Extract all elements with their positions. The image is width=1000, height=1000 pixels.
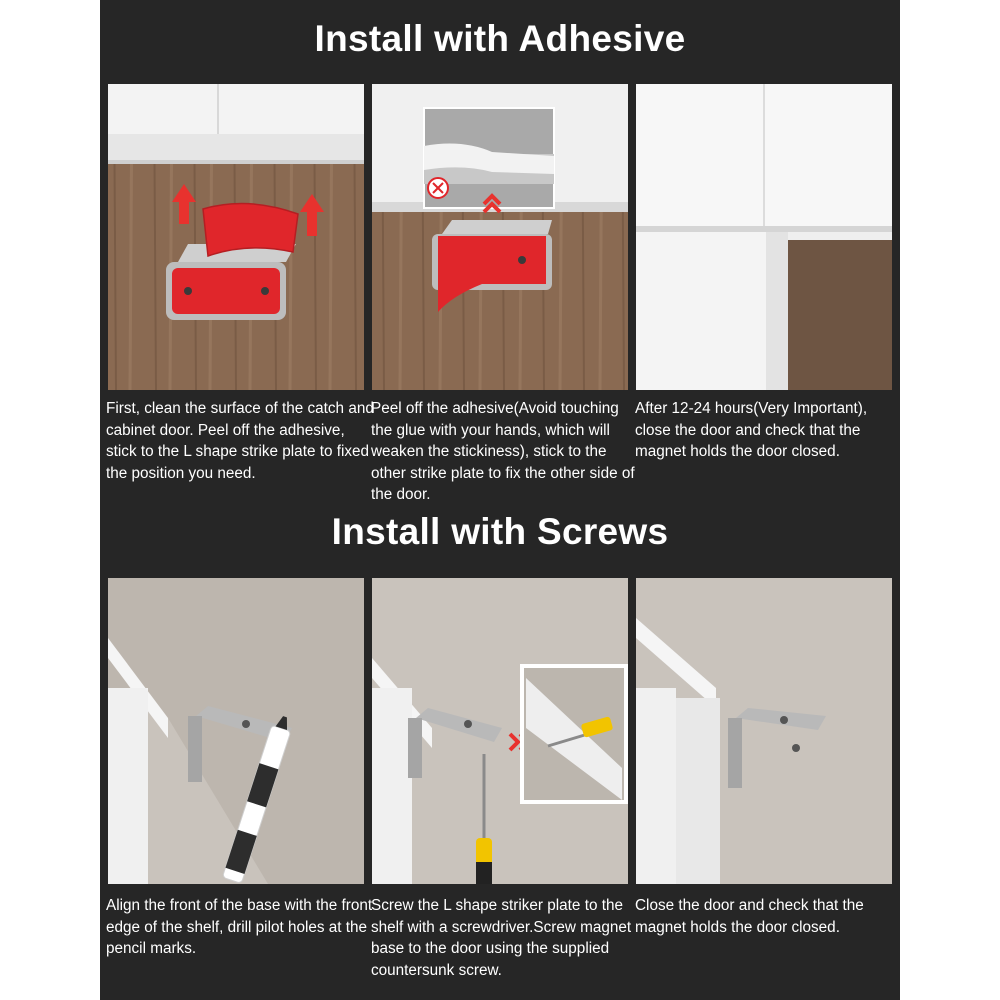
instruction-sheet	[100, 0, 900, 1000]
adhesive-step-2-caption: Peel off the adhesive(Avoid touching the glue with your hands, which will weaken the stickiness), stick to the other strike plate to fix the other side of the door.	[371, 400, 635, 503]
screws-step-1-caption: Align the front of the base with the front edge of the shelf, drill pilot holes at the pencil marks.	[106, 897, 373, 957]
adhesive-step-1-photo	[108, 84, 364, 390]
screws-step-3-photo	[636, 578, 892, 884]
screws-step-2-photo	[372, 578, 628, 884]
adhesive-step-2-photo	[372, 84, 628, 390]
section-title-screws: Install with Screws	[331, 511, 669, 552]
screws-step-2-caption: Screw the L shape striker plate to the shelf with a screwdriver.Screw magnet base to the door using the supplied countersunk screw.	[371, 897, 632, 979]
screws-step-1-photo	[108, 578, 364, 884]
no-touch-icon	[428, 178, 448, 198]
section-title-adhesive: Install with Adhesive	[314, 18, 686, 59]
screws-step-3-caption: Close the door and check that the magnet holds the door closed.	[635, 897, 864, 936]
adhesive-step-3-caption: After 12-24 hours(Very Important), close the door and check that the magnet holds the door closed.	[635, 400, 868, 460]
adhesive-step-1-caption: First, clean the surface of the catch and cabinet door. Peel off the adhesive, stick to the L shape strike plate to fixed the position you need.	[106, 400, 374, 482]
adhesive-step-3-photo	[636, 84, 892, 390]
